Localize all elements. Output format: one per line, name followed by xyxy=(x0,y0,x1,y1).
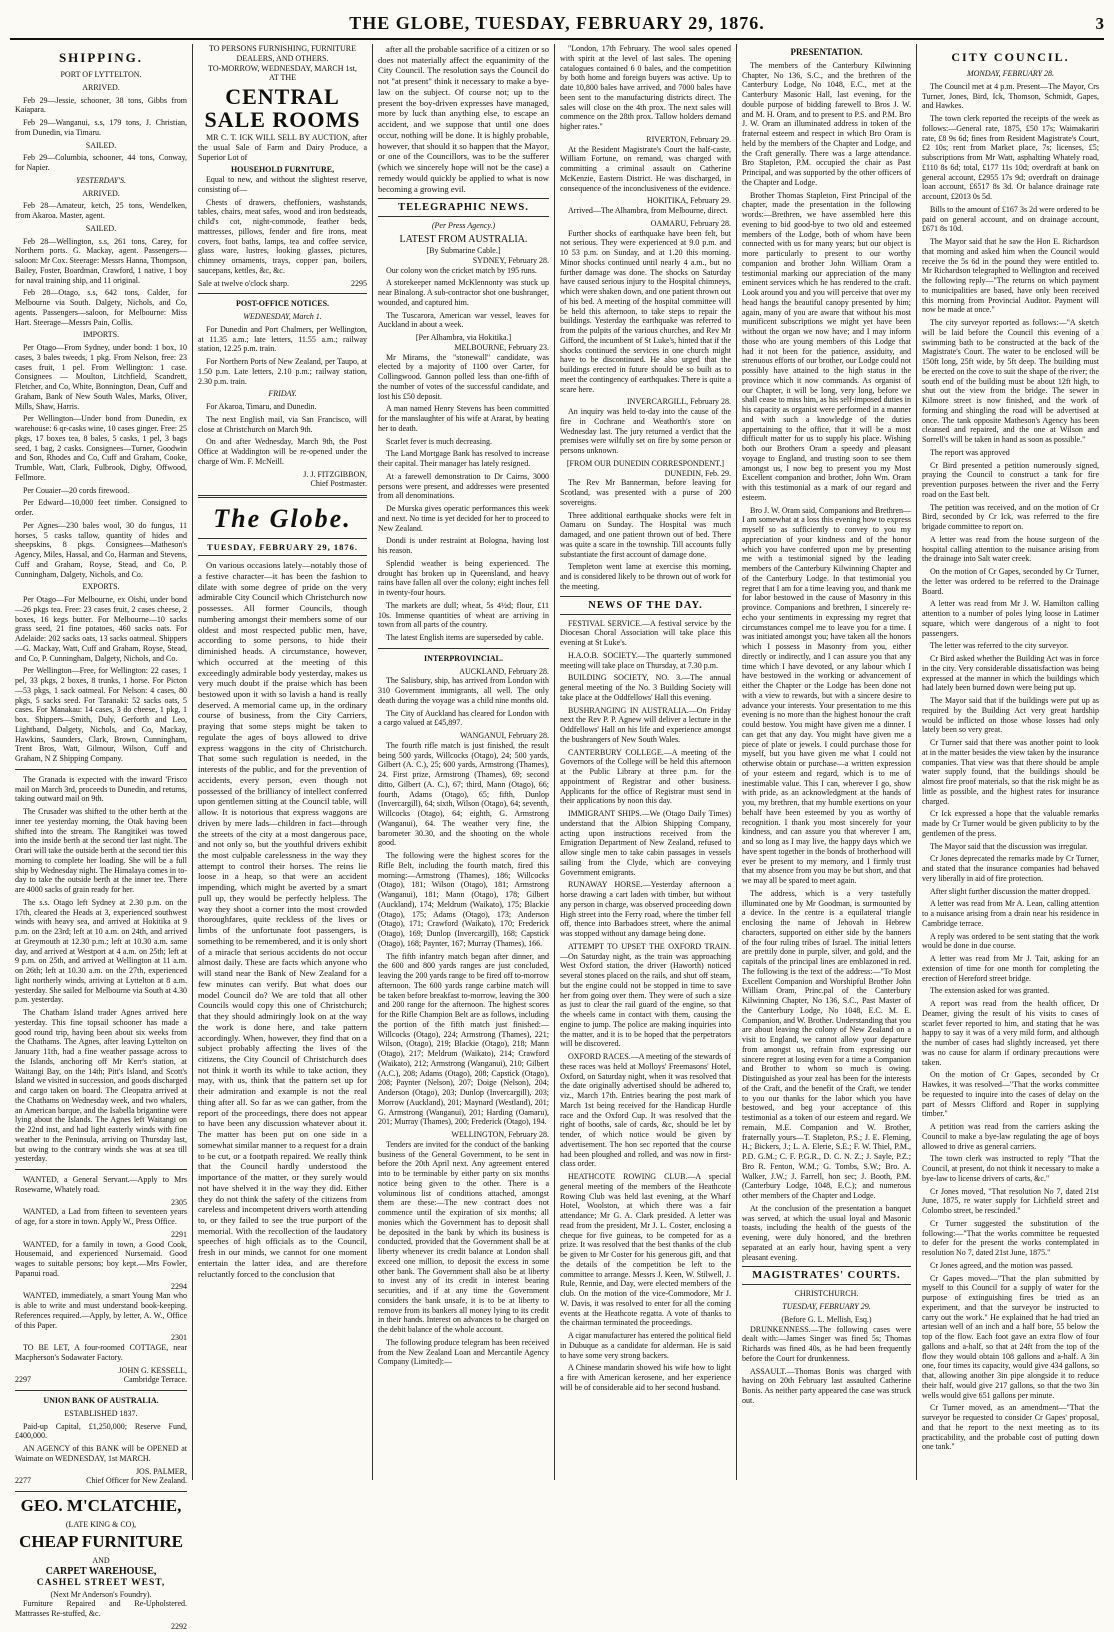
council-item: A petition was read from the carriers asking the Council to make a bye-law regulating the age of boys allowed to drive as general carriers. xyxy=(922,1122,1099,1151)
council-date: MONDAY, FEBRUARY 28. xyxy=(966,69,1055,78)
telegram-item: The Rev Mr Bannerman, before leaving for Scotland, was presented with a purse of 200 sovereigns. xyxy=(560,478,731,507)
column-shipping xyxy=(10,44,193,1631)
column-news-of-day xyxy=(555,44,737,1480)
wanted-ad: WANTED, immediately, a smart Young Man who is able to write and must understand book-keeping. References required.—Apply, by letter, A. W., Office of this Paper. xyxy=(15,1291,187,1330)
council-item: Bills to the amount of £167 3s 2d were ordered to be paid on general account, and on drainage account, £671 8s 10d. xyxy=(922,204,1099,234)
bank-capital: Paid-up Capital, £1,250,000; Reserve Fund, £400,000. xyxy=(15,1421,187,1441)
telegram-item: The following produce telegram has been received from the New Zealand Loan and Mercantile Agency Company (Limited):— xyxy=(378,1337,549,1367)
council-item: Cr Turner said that there was another point to look at in the matter besides the view taken by the insurance companies. That view was that there should be ample water supply found, that the buildings should be almost fire proof materials, so that the risk might be as little as possible, and the highest rates for insurance charged. xyxy=(922,738,1099,806)
bank-role: Chief Officer for New Zealand. xyxy=(86,1476,187,1486)
imports-label: IMPORTS. xyxy=(82,330,120,340)
dateline: AUCKLAND, February 28. xyxy=(459,666,549,676)
council-item: A letter was read from Mr J. W. Hamilton calling attention to a number of poles lying loose in Latimer square, which were dangerous of a night to foot passengers. xyxy=(922,599,1099,638)
ad-number: 2297 xyxy=(15,1375,31,1385)
sailing-entry: Feb 29—Columbia, schooner, 44 tons, Conway, for Napier. xyxy=(15,153,187,172)
news-item: HEATHCOTE ROWING CLUB.—A special general meeting of the members of the Heathcote Rowing Club was held last evening, at the Wharf Hotel, Woolston, at which there was a fair attendance; Mr G. A. Clark presided. A letter was read from the president, Mr J. L. Coster, enclosing a cheque for five guineas, to be competed for as a prize. It was resolved that the best thanks of the club be given to Mr Coster for his generous gift, and that the details of the competition be left to the committee to arrange. Messrs J. Keen, W. Stilwell, J. Rule, Rennie, and Day, were elected members of the club. On the motion of the vice-Commodore, Mr J. W. Davis, it was resolved to enter for all the coming events at the Heathcote regatta. A vote of thanks to the chairman terminated the proceedings. xyxy=(560,1172,731,1328)
presentation-text: Bro J. W. Oram said, Companions and Brethren—I am somewhat at a loss this evening how to express myself so as sufficiently to convey to you my appreciation of your kindness and of the honor which you have conferred upon me by presenting me with a testimonial signed by the leading members of the Canterbury Kilwinning Chapter and of the Canterbury Lodge. In that testimonial you regret that I am for a time leaving you, and thank me for labor bestowed in the cause of Masonry in this province. Companions and brethren, I sincerely re-echo your sentiments in expressing my regret that circumstances compel me to leave you for a time. I was initiated amongst you; have taken all the honors which I possess in Masonry from you, either directly or indirectly, and I can assure you that any time which I have devoted, or any labour which I have bestowed in the working or advancement of either the Chapter or the Lodge has been done not with a view to rewards, but with a sincere desire to advance your interests. Your presentation to me this evening is no more than the highest honour the craft could bestow. You might have given me a dinner. I can get that any day. You might have given me a piece of plate or jewels. I could purchase those for myself, but you have given me what I could not otherwise obtain or purchase—a written expression of your esteem and regard, which is to me of inestimable value. This I can, wherever I go, show with pride, as an acknowledgment at the hands of you, my brethren, that my humble exertions on your behalf have been esteemed by you as worthy of recognition. I thank you most sincerely for your kindness, and can assure you that wherever I am, and so long as I may live, the happy days which we have spent together in the bonds of brotherhood will ever be present to my memory, and I firmly trust that my absence from you may be but short, and that we may all be spared to meet again. xyxy=(742,505,911,886)
page-title: THE GLOBE, TUESDAY, FEBRUARY 29, 1876. xyxy=(349,13,765,33)
export-entry: Per Otago—For Melbourne, ex Oishi, under bond—26 pkgs tea. Free: 23 cases fruit, 2 cases cheese, 2 boxes, 16 kegs butter. For Melbourne—10 sacks grass seed, 21 fine potatoes, 460 sacks oats. For Adelaide: 202 sacks oats, 13 sacks oatmeal. Shippers—G. Mackay, Watt, Cuff and Graham, Royse, Stead, and Co, P. Cunningham, Dalgety, Nichols, and Co. xyxy=(15,595,187,663)
dateline: INVERCARGILL, February 28. xyxy=(627,397,731,407)
dateline: SYDNEY, February 28. xyxy=(472,255,549,265)
column-city-council xyxy=(917,44,1104,1480)
news-of-day-heading: NEWS OF THE DAY. xyxy=(560,596,731,615)
telegram-item: The City of Auckland has cleared for London with a cargo valued at £45,897. xyxy=(378,708,549,728)
telegram-item: The fifth infantry match began after dinner, and the 600 and 800 yards ranges are just concluded, leaving the 200 yards range to be fired off to-morrow afternoon. The 600 yards range carbine match will be taken before breakfast to-morrow, leaving the 300 and 200 range for the afternoon. The highest scores for the Rifle Champion Belt are as follows, including the portion of the fifth match just finished:—Willcocks (Otago), 224; Armstrong (Thames), 221; Wilson, (Otago), 219; Blackie (Otago), 218; Mann (Otago), 217; Meldrum (Waikato), 214; Crawford (Waikato), 212; Armstrong (Wanganui), 210; Gilbert (A.C.), 208; Adams (Otago), 208; Capstick (Otago), 208; Paynter (Nelson), 207; Doige (Nelson), 204; Anderson (Otago), 203; Dunlop (Invercargill), 203; Morrow (Auckland), 201; Maynard (Westland), 201; G. Armstrong (Wanganui), 201; Harding (Oamaru), 201; Murray (Thames), 200; Frederick (Otago), 194. xyxy=(378,951,549,1127)
telegram-item: Scarlet fever is much decreasing. xyxy=(386,436,492,446)
wanted-ad: WANTED, a Lad from fifteen to seventeen years of age, for a store in town. Apply W., Press Office. xyxy=(15,1207,187,1226)
ad-signature: JOHN G. KESSELL, xyxy=(118,1365,187,1375)
telegram-item: Dondi is under restraint at Bologna, having lost his reason. xyxy=(378,536,549,556)
ad-number: 2305 xyxy=(171,1197,187,1207)
divider xyxy=(15,1169,187,1170)
auction-sale-time: Sale at twelve o'clock sharp. xyxy=(198,278,289,288)
magistrates-heading: MAGISTRATES' COURTS. xyxy=(742,1266,911,1285)
export-entry: Per Wellington—Free, for Wellington: 22 cases, 1 pel, 33 pkgs, 2 boxes, 8 trunks, 1 horse. For Picton —53 pkgs, 1 sack oatmeal. For Nelson: 4 cases, 80 pkgs, 5 sacks seed. For Taranaki: 52 sacks oats, 5 cases. For Manakau: 14 cases, 3 do cheese, 1 pkg, 1 box. Shippers—Smith, Duly, Gerforth and Leo, Lightband, Dalgety, Nichols, and Co, Mackay, Hawkins, Saunders, Clark, Brown, Cunningham, Trent Bros, Watt, Gilmour, Wilson, Cuff and Graham, N Z Shipping Company. xyxy=(15,666,187,763)
council-item: A letter was read from Mr J. Tait, asking for an extension of time for one month for completing the erection of Hereford street bridge. xyxy=(922,954,1099,983)
news-item: FESTIVAL SERVICE.—A festival service by the Diocesan Choral Association will take place this evening at St Luke's. xyxy=(560,618,731,647)
news-item: A cigar manufacturer has entered the political field in Dubuque as a candidate for alderman. He is said to have some very strong backers. xyxy=(560,1331,731,1360)
editorial-text: On various occasions lately—notably those of a festive character—it has been the fashion to dilate with some degree of pride on the very admirable City Council which Christchurch now possesses. All former Councils, though numbering amongst their members some of our oldest and most respected public men, have, according to some persons, to hide their diminished heads. A circumstance, however, which occurred at the meeting of this exceedingly admirable body yesterday, makes us very much doubt if the praise which has been bestowed upon it with so lavish a hand is really deserved. A memorial came up, in the ordinary course of business, from the City Carriers, praying that some steps might be taken to regulate the ages of boys allowed to drive express waggons in the city of Christchurch. That some such regulation is needed, in the interests of the public, and for the prevention of accidents, every person, even though not possessed of the brilliancy of intellect conferred upon gentlemen sitting at the Council table, will allow. It is notorious that express waggons are driven by mere lads—children in fact—through the streets of the city at a most dangerous pace, and not only so, but the youthful drivers exhibit the most culpable carelessness in the way they attempt to control their horses. The reins lie loose in a heap, so that were an accident impending, which might be averted by a smart pull up, they would be perfectly helpless. The way they shoot a corner into the most crowded thoroughfares, quite reckless of the lives or limbs of the unfortunate foot passengers, is something to be remembered, and it is only short of a miracle that serious accidents do not occur almost daily. These are facts which anyone who will stand near the Bank of New Zealand for a few minutes can verify. But what does our model Council do? We are told that all other Councils would copy this one of Christchurch; that they should admiringly look on at the way the work is done here, and take pattern accordingly. When, however, they find that on a subject probably affecting the lives of the citizens, the City Council of Christchurch does not think it worth its while to take action, they may, with us, think that the pattern set up for their admiration and example is not the real thing after all. So far as we can gather, from the report of the proceedings, there does not appear to have been any discussion whatever about it. The matter has been put on one side in a somewhat similar manner to a request for a drain to be cut, or a footpath repaired. We really think that the Council hardly understood the importance of the matter, or they surely would not have shelved it in the way they did. Either they do not think the safety of the citizens from careless and incompetent drivers worth attending to, or they failed to see the true purport of the memorial. With the recollection of the laudatory speeches of high officials as to the Council, fresh in our minds, we cannot for one moment entertain the latter idea, and are therefore reluctantly forced to the conclusion that xyxy=(198,560,367,1279)
page-number: 3 xyxy=(1095,14,1104,33)
telegram-item: The Tuscarora, American war vessel, leaves for Auckland in about a week. xyxy=(378,310,549,330)
council-item: The letter was referred to the city surveyor. xyxy=(930,641,1069,651)
telegram-item: De Murska gives operatic performances this week and next. No time is yet decided for her to proceed to New Zealand. xyxy=(378,504,549,533)
news-item: A Chinese mandarin showed his wife how to light a fire with American kerosene, and her experience will be of considerable aid to her second husband. xyxy=(560,1363,731,1392)
council-item: The Mayor said that if the buildings were put up as required by the Building Act very great hardship would be inflicted on those whose losses had only lately been so very great. xyxy=(922,696,1099,735)
interprovincial-heading: INTERPROVINCIAL. xyxy=(424,653,503,663)
ad-number: 2277 xyxy=(15,1476,31,1486)
divider xyxy=(198,293,367,294)
dateline: OAMARU, February 28. xyxy=(650,218,731,228)
court-date: TUESDAY, FEBRUARY 29. xyxy=(782,1302,871,1312)
news-item: BUSHRANGING IN AUSTRALIA.—On Friday next the Rev P. P. Agnew will deliver a lecture in the Oddfellows' Hall on his life and experience amongst the bushrangers of New South Wales. xyxy=(560,705,731,744)
divider xyxy=(15,1390,187,1391)
mcclatchie-street: CASHEL STREET WEST, xyxy=(36,1578,166,1589)
auction-footer xyxy=(198,279,367,289)
arrival-entry: Feb 29—Wanganui, s.s, 179 tons, J. Christian, from Dunedin, via Timaru. xyxy=(15,118,187,137)
council-item: On the motion of Cr Gapes, seconded by Cr Hawkes, it was resolved—"That the works committee be requested to inquire into the cases of delay on the part of Messrs Clifford and Roper in supplying timber." xyxy=(922,1070,1099,1119)
city-council-heading: CITY COUNCIL. xyxy=(951,50,1070,64)
telegram-item: "London, 17th February. The wool sales opened with spirit at the level of last sales. The opening catalogues contained 6 0 bales, and the competition by both home and foreign buyers was active. Up to date 10,800 bales have arrived, and 7000 bales have been sent to the manufacturing districts direct. The sales will close on the 4th prox. The next sales will commence on the 28th prox. Tallow holders demand higher rates." xyxy=(560,44,731,131)
mcclatchie-carpet: CARPET WAREHOUSE, xyxy=(45,1565,157,1577)
to-let-ad: TO BE LET, A four-roomed COTTAGE, near Macpherson's Sodawater Factory. xyxy=(15,1343,187,1362)
telegram-item: Tenders are invited for the conduct of the banking business of the General Government, to be sent in before the 20th April next. Any agreement entered into to be terminable by either party on six months notice being given to the other. There is a voluminous list of conditions attached, amongst them are these:—The new contract does not commence until the expiration of six months; all monies which the Government has to deposit shall be deposited in the bank by which its business is conducted, provided that the Government shall be at liberty whenever its credit balance at London shall exceed one million, to deposit the excess in some other bank. The Government shall also be at liberty to invest any of its credit in interest bearing securities, and if at any time the Government considers the bank unsafe, it is to be at liberty to remove from its bankers all money lying to its credit in their hands. Interest on advances to be charged on the debit balance of the whole account. xyxy=(378,1139,549,1335)
auction-at: AT THE xyxy=(268,73,297,83)
telegram-item: The Salisbury, ship, has arrived from London with 310 Government immigrants, all well. The only death during the voyage was a child nine months old. xyxy=(378,676,549,705)
telegram-item: Arrived—The Alhambra, from Melbourne, direct. xyxy=(568,206,728,215)
council-item: Cr Jones moved, "That resolution No 7, dated 21st June, 1875, re water supply for Lichfield street and Colombo street, be rescinded." xyxy=(922,1186,1099,1215)
shipping-news: The Granada is expected with the inward 'Frisco mail on March 3rd, proceeds to Dunedin, and returns, taking outward mail on 9th. xyxy=(15,774,187,804)
postmaster-signature: J. J. FITZGIBBON, xyxy=(303,469,367,479)
council-item: A report was read from the health officer, Dr Deamer, giving the result of his visits to cases of scarlet fever reported to him, and stating that he was happy to say it was of a very mild form, and although the number of cases had slightly increased, yet there was no cause for alarm if ordinary precautions were taken. xyxy=(922,999,1099,1067)
editorial-continued: after all the probable sacrifice of a citizen or so does not materially affect the equanimity of the City Council. The resolution says the Council do not "at present" think it necessary to make a bye-law on the subject. Of course not; up to the present the boy-driven expresses have managed, more by luck than anything else, to escape an accident, and we suppose that until one does occur, nothing will be done. It is highly probable, however, that should it so happen that the Mayor, or one of the Councillors, was to be the sufferer (which we sincerely hope will not be the case) a remedy would quickly be applied to what is now becoming a growing evil. xyxy=(378,44,549,194)
telegram-item: Templeton went lame at exercise this morning, and is considered likely to be thrown out of work for the meeting. xyxy=(560,562,731,591)
telegram-item: An inquiry was held to-day into the cause of the fire in Cochrane and Weathorth's store on Wednesday last. The jury returned a verdict that the premises were wilfully set on fire by some person or persons unknown. xyxy=(560,407,731,455)
dateline: RIVERTON, February 29. xyxy=(646,134,731,144)
mcclatchie-and: AND xyxy=(92,1556,110,1566)
import-entry: Per Otago—From Sydney, under bond: 1 box, 10 cases, 3 bales tweeds, 1 pkg. From Nelson, free: 23 cases fruit, 1 pel. From Wellington: 1 case. Consignees — Moulton, Litchfield, Scandrett, Fletcher, and Co, White, Bonnington, Dean, Cuff and Graham, Bank of New South Wales, Marks, Oliver, Mills, Shaw, Harris. xyxy=(15,343,187,411)
bank-notice: AN AGENCY of this BANK will be OPENED at Waimate on WEDNESDAY, 1st MARCH. xyxy=(15,1444,187,1463)
exports-label: EXPORTS. xyxy=(82,582,120,592)
telegram-item: Three additional earthquake shocks were felt in Oamaru on Sunday. The Hospital was much damaged, and one patient thrown out of bed. There was quite a scare in the township. Till accounts fully substantiate the first account of damage done. xyxy=(560,510,731,559)
post-office-notice: On and after Wednesday, March 9th, the Post Office at Waddington will be re-opened under the charge of Wm. F. McNeill. xyxy=(198,437,367,466)
mcclatchie-next: (Next Mr Anderson's Foundry). xyxy=(50,1589,152,1599)
telegram-item: Further shocks of earthquake have been felt, but not serious. They were experienced at 9.0 p.m. and 10 53 p.m. on Sunday, and at 1.20 this morning. Minor shocks continued until nearly 4 a.m., but no further damage was done. The shocks on Saturday have caused serious injury to the Hospital chimneys, which were shaken down, and one patient thrown out of his bed. A meeting of the hospital committee will be held this afternoon, to take steps to repair the buildings. Yesterday the earthquake was referred to from the pulpits of the various churches, and Rev Mr Gifford, the incumbent of St Luke's, hinted that if the shocks continued the services in one church might have to be discontinued. He also urged that the buildings erected in future should be so built as to meet the contingency of earthquakes. There is quite a scare here. xyxy=(560,228,731,394)
council-item: Cr Gapes moved—"That the plan submitted by myself to this Council for a supply of water for the purpose of extinguishing fires be tried as an experiment, and that the surveyor be instructed to carry out the work." He explained that he had tried an artesian well of an inch and a half bore, 55 below the top of the flow. Each foot gave an extra flow of four gallons and a-half, so that at 24ft from the top of the flow they would obtain 108 gallons and a-half. A 3in one, four times its capacity, would give 434 gallons, so that, allowing another 3in pipe alongside it to reduce their half, would give 217 gallons, so that the two 3in wells would give 651 gallons per minute. xyxy=(922,1273,1099,1400)
news-item: CANTERBURY COLLEGE.—A meeting of the Governors of the College will be held this afternoon at the Public Library at three p.m. for the appointment of Registrar and other business. Applicants for the office of Registrar must send in their applications by noon this day. xyxy=(560,747,731,806)
mcclatchie-name: GEO. M'CLATCHIE, xyxy=(20,1496,182,1515)
telegram-item: The Land Mortgage Bank has resolved to increase their capital. Their manager has lately resigned. xyxy=(378,449,549,469)
dateline: WANGANUI, February 28. xyxy=(460,731,549,741)
column-auction-editorial xyxy=(193,44,373,1480)
news-item: ATTEMPT TO UPSET THE OXFORD TRAIN.—On Saturday night, as the train was approaching West Oxford station, the driver (Haworth) noticed several stones placed on the rails, and shut off steam, but the engine could not be stopped in time to save her from going over them. They were of such a size as just to clear the rail guard of the engine, so that the wheels came in contact with them, causing the engine to jump. The police are making inquiries into the matter, and it is to be hoped that the perpetrators will be discovered. xyxy=(560,941,731,1049)
council-item: The town clerk reported the receipts of the week as follows:—General rate, 1875, £50 17s; Waimakariri rate, £8 9s 6d; fines from Resident Magistrate's Court, £2 10s; rent from Market place, 7s; licenses, £5; subscriptions from Mr Watt, asphalting Whately road, £110 8s 6d; total, £177 11s 10d; overdraft at bank on general account, £2955 17s 9d; overdraft on drainage loan account, £6517 8s 3d. Or balance drainage rate account, £2013 0s 5d. xyxy=(922,114,1099,201)
dateline: MELBOURNE, February 23. xyxy=(454,342,549,352)
ad-number: 2292 xyxy=(171,1621,187,1631)
column-telegraphic xyxy=(373,44,555,1480)
import-entry: Per Agnes—230 bales wool, 30 do fungus, 11 horses, 5 casks tallow, quantity of hides and sheepskins, 8 pkgs. Consignees—Matheson's Agency, Miles, Hassal, and Co, Harman and Stevens, Cuff and Graham, Royse, Stead, and Co, P. Cunningham, Dalgety, Nichols, and Co. xyxy=(15,520,187,579)
court-location: CHRISTCHURCH. xyxy=(794,1289,859,1299)
bank-footer xyxy=(15,1476,187,1486)
council-item: The Mayor said that the discussion was irregular. xyxy=(930,841,1088,851)
sailed-label: SAILED. xyxy=(85,223,117,233)
council-item: Cr Bird asked whether the Building Act was in force in the city. Very considerable dissatisfaction was being expressed at the manner in which the buildings which had lately been burned down were being put up. xyxy=(922,654,1099,693)
council-item: After slight further discussion the matter dropped. xyxy=(930,886,1091,896)
council-item: A reply was ordered to be sent stating that the work would be done in due course. xyxy=(922,931,1099,951)
bank-title: UNION BANK OF AUSTRALIA. xyxy=(43,1396,159,1405)
auction-body: MR C. T. ICK WILL SELL BY AUCTION, after the usual Sale of Farm and Dairy Produce, a Superior Lot of xyxy=(198,133,367,162)
dateline: HOKITIKA, February 29. xyxy=(647,196,731,206)
shipping-news: The Crusader was shifted to the other berth at the inner tee yesterday morning, the Otak having been shifted into the stream. The Rangitikei was towed into the inside berth at the second tier last night. The Orari will take the outside berth at the second tier this morning to complete her loading. She will be a full ship by Wednesday night. The Himalaya comes in to-day to take the outside berth at the inner tee. There are 4000 sacks of grain ready for her. xyxy=(15,807,187,894)
telegraphic-heading: TELEGRAPHIC NEWS. xyxy=(378,198,549,217)
ad-number: 2295 xyxy=(351,278,367,288)
auction-list: Chests of drawers, cheffoniers, washstands, tables, chairs, meat safes, wood and iron bedsteads, child's cot, night-commode, feather beds, mattresses, pillows, fender and fire irons, meat covers, foot baths, lamps, tea and coffee service, glass ware, lustres, looking glasses, pictures, chimney ornaments, trays, copper pan, boilers, saucepans, kettles, &c, &c. xyxy=(198,197,367,275)
masthead xyxy=(10,6,1104,40)
auction-date: TO-MORROW, WEDNESDAY, MARCH 1st, xyxy=(208,63,357,73)
post-office-date: WEDNESDAY, March 1. xyxy=(243,312,322,322)
wanted-ad: WANTED, a General Servant.—Apply to Mrs Rosewarne, Whately road. xyxy=(15,1175,187,1194)
post-office-title: POST-OFFICE NOTICES. xyxy=(235,299,330,309)
divider xyxy=(15,769,187,770)
council-item: The Council met at 4 p.m. Present—The Mayor, Crs Turner, Jones, Bird, Ick, Thomson, Schmidt, Gapes, and Hawkes. xyxy=(922,81,1099,111)
shipping-news: The s.s. Otago left Sydney at 2.30 p.m. on the 17th, cleared the Heads at 3, experienced southwest winds with heavy sea, and arrived at Hokitika at 9 p.m. on the 23rd; left at 10 a.m. on 24th, and arrived at Greymouth at 12.30 p.m.; left at 10.30 a.m. same day, and arrived at Westport at 4 a.m. on 25th; left at 9 p.m. on 25th, and arrived at Wellington at 11 a.m. on 26th; left at 10.30 a.m. on the 27th, experienced light northerly winds, arriving at Lyttelton at 8 a.m. yesterday. She sailed for Melbourne via South at 4.30 p.m. yesterday. xyxy=(15,897,187,1005)
council-item: A letter was read from the house surgeon of the hospital calling attention to the nuisance arising from the drainage into Salt water creek. xyxy=(922,534,1099,564)
telegram-item: At a farewell demonstration to Dr Cairns, 3000 persons were present, and addresses were presented from all denominations. xyxy=(378,471,549,501)
auction-equal: Equal to new, and without the slightest reserve, consisting of— xyxy=(198,175,367,194)
arrival-entry: Feb 28—Amateur, ketch, 25 tons, Wendelken, from Akaroa. Master, agent. xyxy=(15,201,187,220)
council-item: The city surveyor reported as follows:—"A sketch will be laid before the Council this evening of a swimming bath to be constructed at the back of the Magistrate's Court. The water to be enclosed will be 150ft long, 25ft wide, by 5ft deep. The building must be erected on the cove to suit the shape of the river; the south end of the building must be about 12ft high, to shut out the view from the bridge. The sewer in Kilmore street is now finished, and the work of forming and shingling the road will be advertised at once. The tank opposite Matheson's Agency has been cleansed and repaired, and the one at Wilson and Sorrell's will be taken in hand as soon as possible." xyxy=(922,318,1099,444)
telegram-item: The following were the highest scores for the Rifle Belt, including the fourth match, fired this morning:—Armstrong (Thames), 186; Willcocks (Otago), 181; Wilson (Otago), 181; Armstrong (Wanganui), 181; Mann (Otago), 178; Gilbert (Auckland), 174; Meldrum (Waikato), 175; Blackie (Otago), 175; Adams (Otago), 173; Anderson (Otago), 171; Crawford (Waikato), 170; Frederick (Otago), 169; Dunlop (Invercargill), 168; Capstick (Otago), 168; Paynter, 167; Murray (Thames), 166. xyxy=(378,851,549,948)
cable-label: [By Submarine Cable.] xyxy=(426,246,501,256)
arrival-entry: Feb 29—Jessie, schooner, 38 tons, Gibbs from Kaiapara. xyxy=(15,95,187,115)
bank-signature: JOS. PALMER, xyxy=(135,1466,187,1476)
news-item: H.A.O.B. SOCIETY.—The quarterly summoned meeting will take place on Thursday, at 7.30 p.m. xyxy=(560,650,731,670)
council-item: The petition was received, and on the motion of Cr Bird, seconded by Cr Ick, was referred to the fire brigade committee to report on. xyxy=(922,502,1099,531)
council-item: The Mayor said that he saw the Hon E. Richardson that morning and asked him when the Council would receive the 5s 6d in the pound they were entitled to. Mr Richardson telegraphed to Wellington and received the following reply—"The returns on which payment to municipalities are based, have only been received this morning from Provincial Auditor. Payment will now be made at once." xyxy=(922,237,1099,315)
divider xyxy=(378,648,549,649)
council-item: The town clerk was instructed to reply "That the Council, at present, do not think it necessary to make a bye-law to license drivers of carts, &c." xyxy=(922,1154,1099,1183)
post-office-day: FRIDAY. xyxy=(268,389,297,399)
auction-top: TO PERSONS FURNISHING, FURNITURE DEALERS, AND OTHERS. xyxy=(209,44,356,63)
presentation-text: The address, which is a very tastefully illuminated one by Mr Goodman, is surmounted by a device. In the centre is a equilateral triangle enclosing the name of Jehovah in Hebrew characters, supported on either side by the banners of the four ruling tribes of Israel. The initial letters are prettily done in purple, silver, and gold, and the capitals of the principal lines are emblazoned in red. The following is the text of the address:—"To Most Excellent Companion and Worshipful Brother John William Oram, Princ.pal of the Canterbury Kilwinning Chapter, No 136, S.C., Past Master of the Canterbury Lodge, No 1048, E.C. M. E. Companion, and W. Brother. Understanding that you are about leaving the colony of New Zealand on a visit to England, we cannot allow your departure from amongst us, refrain from expressing our sincere regret at losing even for a time a Companion and Brother to whom so much is owing. Distinguished as your zeal has been for the interests of the Craft, and the benefit of the Craft, we tender to you our thanks for the labor which you have bestowed, and beg your acceptance of this testimonial as a token of our esteem and regard. We remain, M.E. Companion and W. Brother, fraternally yours—T. Stapleton, P.S.; J. E. Fleming, H.; Bickers, J.; L. A. Elerie, S.E.; F. W. Thiel, P.M., P.D. G.M.; C. F. P.G.R., D. C. N. Z.; J. Sayle, P.Z.; Bro R. Fenton, W.M.; G. Tombs, S.W.; Bro. A. Walker, J.W.; J. Farrell, hon sec; J. Booth, P.M. (Canterbury Lodge, 1048, E.C.); and numerous other members of the Chapter and Lodge. xyxy=(742,888,911,1201)
divider xyxy=(198,495,367,498)
import-entry: Per Edward—10,000 feet timber. Consigned to order. xyxy=(15,498,187,517)
sailing-entry: Feb 28—Otago, s.s, 642 tons, Calder, for Melbourne via South. Dalgety, Nichols, and Co, agents. Passengers—saloon, for Melbourne: Miss Hart. Steerage—Messrs Pain, Collis. xyxy=(15,288,187,327)
telegram-item: A man named Henry Stevens has been committed for the manslaughter of his wife at Ararat, by beating her to death. xyxy=(378,404,549,433)
shipping-heading: SHIPPING. xyxy=(58,50,144,65)
news-item: BUILDING SOCIETY, NO. 3.—The annual general meeting of the No. 3 Building Society will take place at the Oddfellows' Hall this evening. xyxy=(560,673,731,702)
telegraphic-source: (Per Press Agency.) xyxy=(431,221,496,231)
telegram-item: The fourth rifle match is just finished, the result being 500 yards, Willcocks (Otago), 24; 500 yards, Gilbert (A. C.), 25; 600 yards, Armstrong (Thames), 24. First prize, Armstrong (Thames), 69; second ditto, Gilbert (A. C.), 67; third, Mann (Otago), 66; fourth, Adams (Otago), 65; fifth, Dunlop (Invercargill), 64; sixth, Wilson (Otago), 64; seventh, Willcocks (Otago), 64; eighth, G. Armstrong (Wanganui), 64. The weather very fine, the barometer 30.30, and the shooting on the whole good. xyxy=(378,740,549,848)
court-case: ASSAULT.—Thomas Bonis was charged with having on 20th February last assaulted Catherine Bonis. As neither party appeared the case was struck out. xyxy=(742,1366,911,1405)
dateline: WELLINGTON, February 28. xyxy=(451,1130,549,1140)
dateline: DUNEDIN, Feb. 29. xyxy=(664,468,731,478)
bank-established: ESTABLISHED 1837. xyxy=(64,1408,138,1418)
auction-furniture: HOUSEHOLD FURNITURE, xyxy=(230,165,335,175)
council-item: Cr Turner moved, as an amendment—"That the surveyor be requested to consider Cr Gapes' proposal, and that he report to the next meeting as to its practicability, and the probable cost of putting down one tank." xyxy=(922,1403,1099,1452)
newspaper-nameplate: The Globe. xyxy=(213,504,352,534)
divider xyxy=(15,1491,187,1492)
presentation-text: At the conclusion of the presentation a banquet was served, at which the usual loyal and Masonic toasts, including the health of the guests of the evening, were duly honored, and the brethren separated at an early hour, having spent a very pleasant evening. xyxy=(742,1203,911,1262)
council-item: Cr Bird presented a petition numerously signed, praying the Council to construct a tank for fire prevention purposes between the river and the Ferry road on the East belt. xyxy=(922,460,1099,499)
presentation-text: Brother Thomas Stapleton, First Principal of the chapter, made the presentation in the following words:—Brethren, we have assembled here this evening to bid good-bye to two old and esteemed members of the Lodge, both of whom have been connected with us for many years; but our object is more particularly to present to our worthy companion and brother John William Oram a testimonial marking our appreciation of the many eminent services which he has rendered to the craft. Look around you and you will perceive that over my head hangs the beautiful canopy presented by him; again, many of you are aware that without his most munificent subscriptions we might yet have been without the organ we now have; and I may inform those who are young members of this Lodge that had it not been for the patience, assiduity, and strenuous efforts of our brother, our Lodge could not possibly have attained to the high status in the province which it now commands. As organist of our Chapter, it will be long, very long, before we shall cease to miss him, as his self-imposed duties in his capacity as organist were performed in a manner and with such a knowledge of the duties appertaining to the office, that it will be a most difficult matter for us to supply his place. Wishing both our Brothers Oram a speedy and pleasant voyage to England, and trusting soon to see them amongst us, I now beg to present you my Most Excellent companion and brother, John Wm. Oram with this testimonial as a mark of our regard and esteem. xyxy=(742,190,911,502)
postmaster-role: Chief Postmaster. xyxy=(310,479,367,489)
news-item: IMMIGRANT SHIPS.—We (Otago Daily Times) understand that the Albion Shipping Company, acting upon instructions received from the Emigration Department of New Zealand, refused to allow single men to take cabin passages in vessels sailing from the Clyde, which are conveying Government emigrants. xyxy=(560,809,731,877)
port-heading: PORT OF LYTTELTON. xyxy=(60,70,142,79)
arrived-label: ARRIVED. xyxy=(82,82,120,92)
telegram-item: Splendid weather is being experienced. The drought has broken up in Queensland, and heavy rains have fallen all over the colony; eight inches fell in twenty-four hours. xyxy=(378,558,549,598)
court-before: (Before G. L. Mellish, Esq.) xyxy=(781,1314,872,1324)
ad-address: Cambridge Terrace. xyxy=(123,1375,187,1385)
council-item: On the motion of Cr Gapes, seconded by Cr Turner, the letter was ordered to be referred to the Drainage Board. xyxy=(922,567,1099,596)
court-case: DRUNKENNESS.—The following cases were dealt with:—James Singer was fined 5s; Thomas Richards was fined 40s, as he had been frequently before the Court for drunkenness. xyxy=(742,1324,911,1363)
arrived-label: ARRIVED. xyxy=(82,188,120,198)
post-office-notice: For Akaroa, Timaru, and Dunedin. xyxy=(206,402,317,412)
sailed-label: SAILED. xyxy=(85,140,117,150)
council-item: The extension asked for was granted. xyxy=(930,986,1050,996)
mcclatchie-late: (LATE KING & CO), xyxy=(65,1519,137,1529)
telegram-item: The latest English items are superseded by cable. xyxy=(386,633,544,643)
sailing-entry: Feb 28—Wellington, s.s, 261 tons, Carey, for Northern ports. G. Mackay, agent. Passengers—saloon: Mr Cox. Steerage: Messrs Hanna, Thompson, Bailey, Foster, Boardman, Crawford, 1 native, 1 boy for naval training ship, and 11 original. xyxy=(15,236,187,285)
telegram-item: Our colony won the cricket match by 195 runs. xyxy=(386,265,537,275)
editorial-date: TUESDAY, FEBRUARY 29, 1876. xyxy=(198,538,367,556)
auction-venue: CENTRAL SALE ROOMS xyxy=(204,84,361,133)
post-office-notice: The next English mail, via San Francisco, will close at Christchurch on March 9th. xyxy=(198,414,367,434)
news-item: RUNAWAY HORSE.—Yesterday afternoon a horse drawing a cart laden with timber, but without any person in charge, was observed proceeding down High street into the Ferry road, where the timber fell off, thence into Barbadoes street, where the animal was stopped without any damage being done. xyxy=(560,880,731,938)
council-item: Cr Jones agreed, and the motion was passed. xyxy=(930,1260,1073,1270)
council-item: Cr Turner suggested the substitution of the following:—"That the works committee be requested to defer for the present the works contemplated in resolution No 7, dated 21st June, 1875." xyxy=(922,1218,1099,1257)
telegram-source: [Per Alhambra, via Hokitika.] xyxy=(415,333,512,343)
column-presentation xyxy=(737,44,917,1480)
import-entry: Per Couaier—20 cords firewood. xyxy=(23,485,130,495)
yesterday-heading: YESTERDAY'S. xyxy=(76,175,126,185)
shipping-news: The Chatham Island trader Agnes arrived here yesterday. This fine topsail schooner has made a good round trip, having been about six weeks from the Chathams. The Agnes, after leaving Lyttelton on January 11th, had a fine weather passage across to the Islands, anchoring off Mr Kerr's station, at Waitangi Bay, on the 14th; Pitt's Island, and Scott's Island we visited in succession, and goods discharged and cargo taken on board. The Cleopatra arrived at the Chathams on Wednesday week, and two whalers, an American barque, and the Isabella brigantine were lying about the Islands. The Agnes left Waitangi on the 22nd inst, and had light easterly winds with fine weather to the Peninsula, arriving on Thursday last, but owing to the contrary winds she was at sea till yesterday. xyxy=(15,1008,187,1164)
council-item: Cr Ick expressed a hope that the valuable remarks made by Cr Turner would be given publicity to by the gentlemen of the press. xyxy=(922,809,1099,838)
presentation-text: The members of the Canterbury Kilwinning Chapter, No 136, S.C., and the brethren of the Canterbury Lodge, No 1048, E.C., met at the Canterbury Masonic Hall, last evening, for the double purpose of bidding farewell to Bros J. W. and M. H. Oram, and to present to P.S. and P.M. Bro J. W. Oram an illuminated address in token of the fraternal esteem and respect in which Bro Oram is held by the members of the Chapter and Lodge, and the Craft generally. There was a large attendance. Bro Stapleton, P.M. occupied the chair as Past Principal, and was supported by the other officers of the Chapter and Lodge. xyxy=(742,60,911,187)
post-office-notice: For Northern Ports of New Zealand, per Taupo, at 1.50 p.m. Late letters, 2.10 p.m.; railway station, 2.30 p.m. train. xyxy=(198,357,367,386)
telegram-item: The markets are dull; wheat, 5s 4½d; flour, £11 10s. Immense quantities of wheat are arriving in town from all parts of the country. xyxy=(378,600,549,630)
telegram-item: At the Resident Magistrate's Court the half-caste, William Fortune, on remand, was charged with committing a criminal assault on Catherine McKenzie, Eastern District. He was discharged, in consequence of the inconclusiveness of the evidence. xyxy=(560,144,731,193)
council-item: A letter was read from Mr A. Lean, calling attention to a nuisance arising from a drain near his residence in Cambridge terrace. xyxy=(922,899,1099,928)
mcclatchie-cheap: CHEAP FURNITURE xyxy=(19,1532,183,1552)
presentation-heading: PRESENTATION. xyxy=(790,47,863,57)
ad-number: 2294 xyxy=(171,1281,187,1291)
council-item: The report was approved xyxy=(930,447,1010,457)
import-entry: Per Wellington—Under bond from Dunedin, ex warehouse: 6 qr-casks wine, 10 cases ginger. Free: 25 pkgs, 17 boxes tea, 8 bales, 5 casks, 1 pel, 3 bags seed, 1 bag, 2 casks. Consignees—Turner, Goodwin and Son, Rhodes and Co, Cuff and Graham, Cooke, Trumble, Watt, Clark, Fulbrook, Digby, Offwood, Fellmore. xyxy=(15,414,187,482)
mcclatchie-repair: Furniture Repaired and Re-Upholstered. Mattrasses Re-stuffed, &c. xyxy=(15,1599,187,1619)
wanted-ad: WANTED, for a family in town, a Good Cook, Housemaid, and experienced Nursemaid. Good wages to suitable persons; boy kept.—Mrs Fowler, Papanui road. xyxy=(15,1239,187,1278)
telegram-item: A storekeeper named McKlennonty was stuck up near Binalong. A sub-contractor shot one bushranger, wounded, and captured him. xyxy=(378,278,549,307)
correspondent-label: [FROM OUR DUNEDIN CORRESPONDENT.] xyxy=(566,458,725,468)
ad-number: 2291 xyxy=(171,1229,187,1239)
news-item: OXFORD RACES.—A meeting of the stewards of these races was held at Molloys' Freemasons' Hotel, Oxford, on Saturday night, when it was resolved that the date originally advertised should be adhered to, viz., March 17th. Entries bearing the post mark of March 1st being received for the Handicap Hurdle race and the Oxford Cup. It was resolved that the right of booths, sale of cards, &c, should be let by tender, of which notice would be given by advertisement. The hon sec reported that the course had been ploughed and rolled, and was now in first-class order. xyxy=(560,1052,731,1169)
council-item: Cr Jones deprecated the remarks made by Cr Turner, and stated that the insurance companies had behaved very liberally in aid of fire protection. xyxy=(922,854,1099,883)
post-office-notice: For Dunedin and Port Chalmers, per Wellington, at 11.35 a.m.; late letters, 11.55 a.m.; railway station, 12.25 p.m. train. xyxy=(198,324,367,354)
ad-number: 2301 xyxy=(171,1333,187,1343)
telegram-item: Mr Mirams, the "stonewall" candidate, was elected by a majority of 1100 over Carter, for Collingwood. Gannon polled less than one-fifth of the number of votes of the successful candidate, and lost his £50 deposit. xyxy=(378,352,549,401)
latest-australia: LATEST FROM AUSTRALIA. xyxy=(399,234,528,246)
ad-footer xyxy=(15,1375,187,1385)
